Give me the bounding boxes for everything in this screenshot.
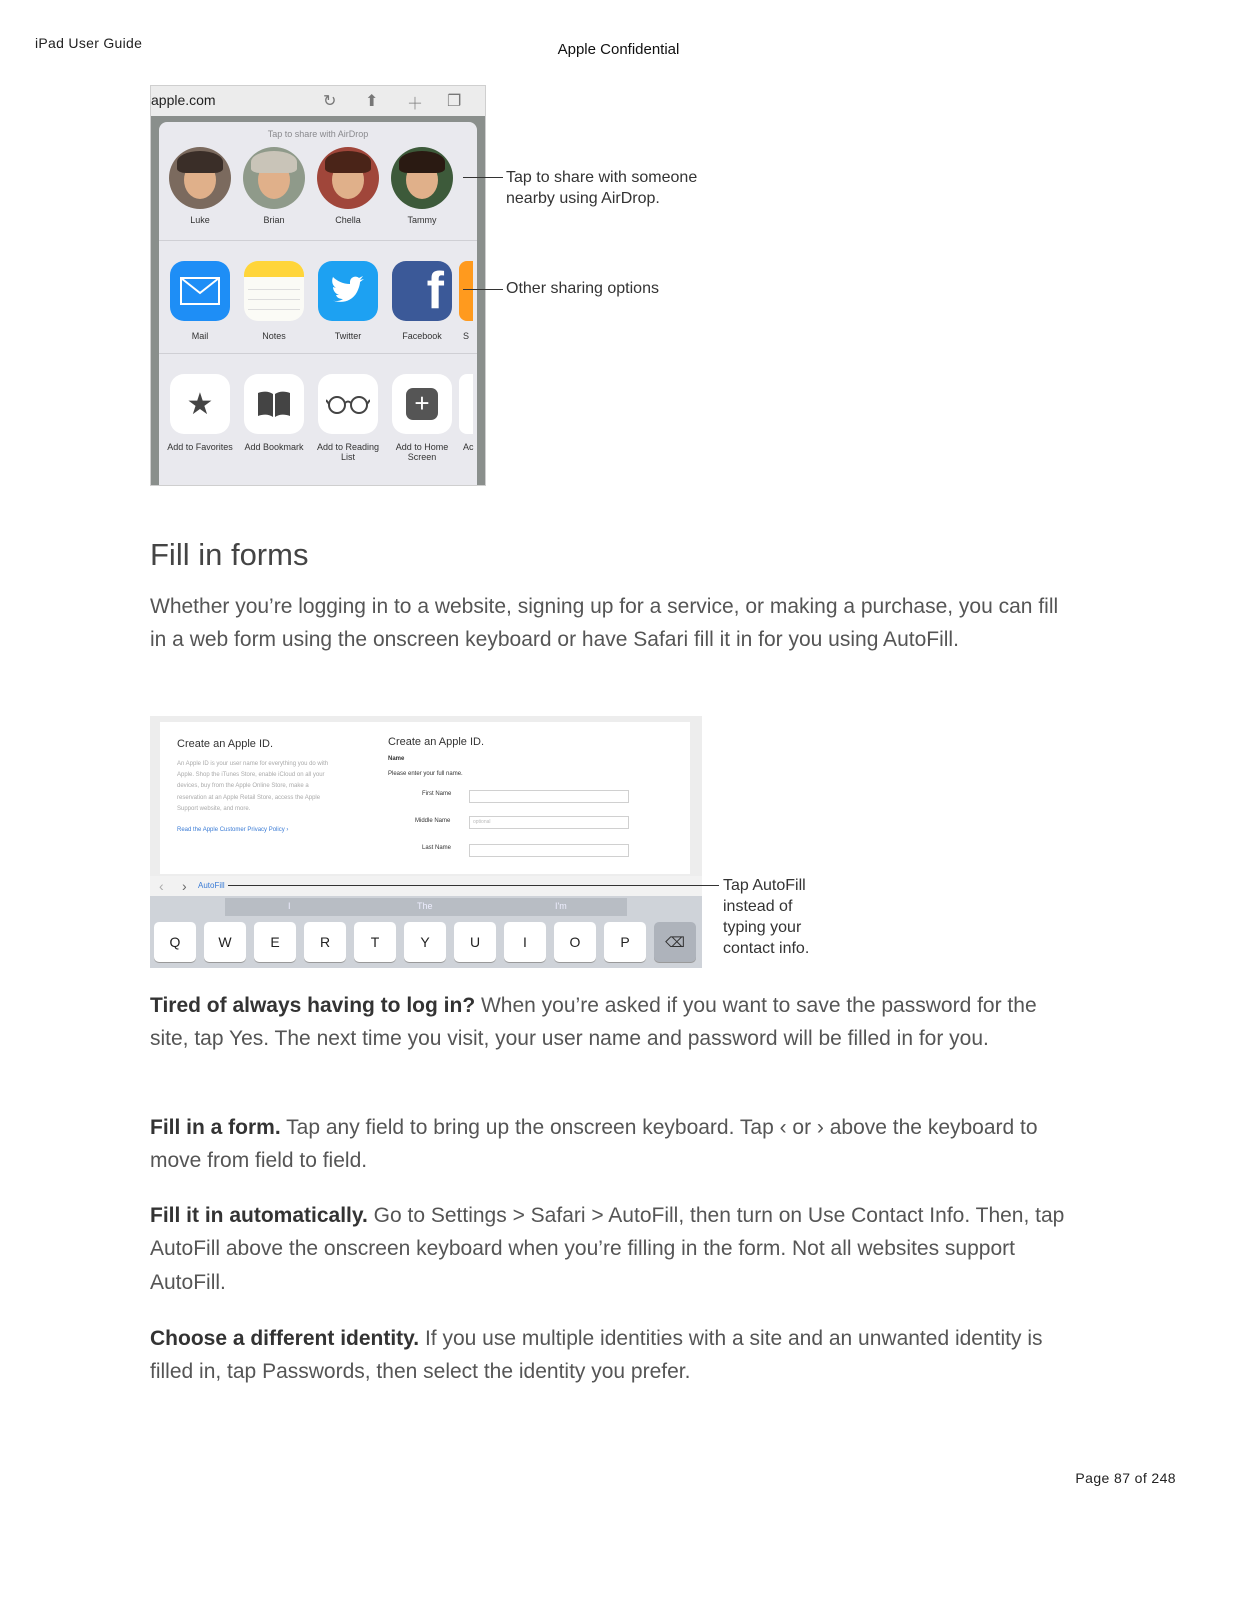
share-app-mail[interactable] <box>163 261 237 341</box>
first-name-field[interactable] <box>469 790 629 803</box>
contact-name: Brian <box>263 215 285 225</box>
key-p[interactable]: P <box>604 922 646 962</box>
contact-name: Chella <box>335 215 361 225</box>
right-title: Create an Apple ID. <box>388 736 485 748</box>
callout-leader-other <box>463 289 503 290</box>
facebook-icon: f <box>392 261 452 321</box>
share-app-partial[interactable] <box>459 261 486 341</box>
privacy-policy-link[interactable]: Read the Apple Customer Privacy Policy › <box>177 827 289 833</box>
last-name-label: Last Name <box>422 845 452 851</box>
safari-address-bar <box>151 86 485 116</box>
name-heading: Name <box>388 756 405 762</box>
share-app-facebook[interactable] <box>385 261 459 341</box>
callout-airdrop: Tap to share with someone nearby using AirDrop. <box>506 169 698 207</box>
add-icon: ＋ <box>407 96 424 113</box>
share-apps-section <box>159 241 477 354</box>
avatar <box>169 147 231 209</box>
left-description: An Apple ID is your user name for everything you do with Apple. Shop the iTunes Store, enable iCloud on all your devices, buy from the Apple Online Store, make a reservation at an Apple Retail Store, access the Apple Support website, and more. <box>177 761 329 812</box>
autofill-figure <box>150 716 702 968</box>
action-label: Add to Reading List <box>316 442 380 462</box>
tip-heading: Choose a different identity. <box>150 1327 420 1350</box>
app-label: Facebook <box>402 331 442 341</box>
airdrop-section <box>159 122 477 241</box>
notes-icon <box>244 261 304 321</box>
tip-paragraph <box>150 1322 1070 1389</box>
reload-icon: ↻ <box>323 93 337 110</box>
action-add-to-favorites[interactable] <box>163 374 237 452</box>
middle-name-label: Middle Name <box>415 818 451 824</box>
avatar <box>243 147 305 209</box>
action-label: Add Bookmark <box>244 442 304 452</box>
name-hint: Please enter your full name. <box>388 771 463 777</box>
book-icon <box>244 374 304 434</box>
avatar <box>391 147 453 209</box>
onscreen-keyboard <box>150 896 702 968</box>
action-add-bookmark[interactable] <box>237 374 311 452</box>
app-label: Notes <box>262 331 286 341</box>
autofill-button[interactable]: AutoFill <box>198 881 225 890</box>
intro-paragraph: Whether you’re logging in to a website, signing up for a service, or making a purchase, you can fill in a web form using the onscreen keyboard or have Safari fill it in for you using AutoFill. <box>150 595 1059 652</box>
key-w[interactable]: W <box>204 922 246 962</box>
tip-paragraph <box>150 1111 1070 1178</box>
tip-text: If you use multiple identities with a site and an unwanted identity is filled in, tap Passwords, then select the identity you prefer. <box>150 1327 1043 1384</box>
app-icon <box>459 261 473 321</box>
left-title: Create an Apple ID. <box>177 738 274 750</box>
suggestion-2[interactable]: The <box>417 901 433 911</box>
add-square-icon: + <box>392 374 452 434</box>
delete-key[interactable]: ⌫ <box>654 922 696 962</box>
url-text: apple.com <box>151 92 216 108</box>
suggestion-3[interactable]: I'm <box>555 901 567 911</box>
share-icon: ⬆ <box>365 93 379 110</box>
key-y[interactable]: Y <box>404 922 446 962</box>
first-name-label: First Name <box>422 791 452 797</box>
app-label: S <box>463 331 470 341</box>
airdrop-hint: Tap to share with AirDrop <box>267 129 369 139</box>
middle-name-placeholder: optional <box>473 819 491 825</box>
tabs-icon: ❐ <box>447 93 462 110</box>
section-title: Fill in forms <box>150 537 309 572</box>
app-label: Mail <box>191 331 209 341</box>
callout-other-sharing: Other sharing options <box>506 280 659 297</box>
share-app-notes[interactable] <box>237 261 311 341</box>
action-icon <box>459 374 473 434</box>
share-sheet-figure <box>150 85 486 486</box>
callout-leader-autofill <box>228 885 719 886</box>
share-sheet <box>159 122 477 485</box>
action-label: Add to Favorites <box>167 442 233 452</box>
tip-text: Tap any field to bring up the onscreen keyboard. Tap ‹ or › above the keyboard to move from field to field. <box>150 1116 1038 1173</box>
next-field-button[interactable]: › <box>182 878 187 894</box>
action-add-to-home-screen[interactable] <box>385 374 459 462</box>
airdrop-contact-luke[interactable] <box>163 147 237 225</box>
previous-field-button[interactable]: ‹ <box>159 878 164 894</box>
callout-autofill: Tap AutoFill instead of typing your contact info. <box>723 877 810 957</box>
key-r[interactable]: R <box>304 922 346 962</box>
share-actions-section <box>159 354 477 485</box>
tip-text: Go to Settings > Safari > AutoFill, then turn on Use Contact Info. Then, tap AutoFill above the onscreen keyboard when you’re filling in the form. Not all websites support AutoFill. <box>150 1204 1065 1294</box>
action-label: Ac <box>463 442 474 452</box>
mail-icon <box>170 261 230 321</box>
action-partial[interactable] <box>459 374 486 452</box>
key-q[interactable]: Q <box>154 922 196 962</box>
app-label: Twitter <box>334 331 362 341</box>
suggestion-bar <box>225 898 627 916</box>
document-header-title: iPad User Guide <box>35 35 143 51</box>
contact-name: Tammy <box>407 215 437 225</box>
middle-name-field[interactable] <box>469 816 629 829</box>
key-u[interactable]: U <box>454 922 496 962</box>
key-i[interactable]: I <box>504 922 546 962</box>
tip-heading: Tired of always having to log in? <box>150 994 476 1017</box>
star-icon: ★ <box>170 374 230 434</box>
twitter-icon <box>318 261 378 321</box>
page-number: Page 87 of 248 <box>1075 1470 1176 1486</box>
share-app-twitter[interactable] <box>311 261 385 341</box>
airdrop-contact-chella[interactable] <box>311 147 385 225</box>
tip-paragraph <box>150 1199 1070 1299</box>
key-o[interactable]: O <box>554 922 596 962</box>
suggestion-1[interactable]: I <box>288 901 291 911</box>
action-label: Add to Home Screen <box>395 442 449 462</box>
contact-name: Luke <box>190 215 210 225</box>
action-add-to-reading-list[interactable] <box>311 374 385 462</box>
callout-leader-airdrop <box>463 177 503 178</box>
confidential-label: Apple Confidential <box>557 41 680 58</box>
form-assistant-bar <box>150 876 702 896</box>
tip-heading: Fill in a form. <box>150 1116 281 1139</box>
apple-id-web-form <box>160 722 690 874</box>
glasses-icon <box>318 374 378 434</box>
tip-paragraph <box>150 989 1070 1056</box>
tip-text: When you’re asked if you want to save the password for the site, tap Yes. The next time you visit, your user name and password will be filled in for you. <box>150 994 1037 1051</box>
airdrop-contact-tammy[interactable] <box>385 147 459 225</box>
avatar <box>317 147 379 209</box>
key-e[interactable]: E <box>254 922 296 962</box>
last-name-field[interactable] <box>469 844 629 857</box>
key-t[interactable]: T <box>354 922 396 962</box>
airdrop-contact-brian[interactable] <box>237 147 311 225</box>
tip-heading: Fill it in automatically. <box>150 1204 368 1227</box>
